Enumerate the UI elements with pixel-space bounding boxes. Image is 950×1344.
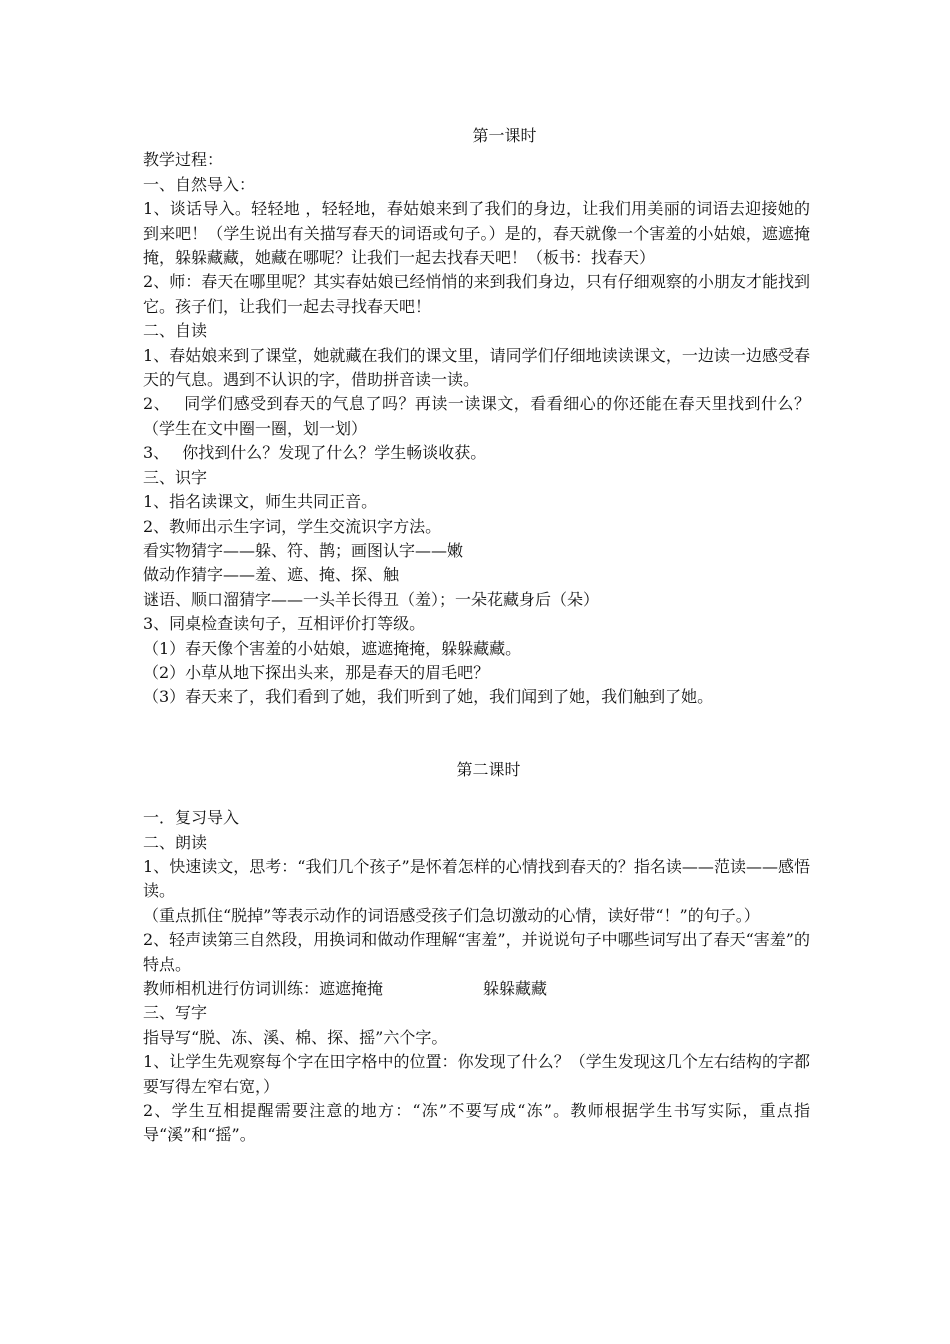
lesson2-title: 第二课时 [456,759,521,779]
spacer [143,710,810,758]
paragraph: 教学过程： [143,150,224,170]
sentence-item: （2）小草从地下探出头来，那是春天的眉毛吧？ [143,662,490,682]
paragraph: 2、 同学们感受到春天的气息了吗？再读一读课文，看看细心的你还能在春天里找到什么？（学生在文中圈一圈，划一划） [143,394,810,438]
paragraph: 3、 你找到什么？发现了什么？学生畅谈收获。 [143,443,487,463]
paragraph: 2、师：春天在哪里呢？其实春姑娘已经悄悄的来到我们身边，只有仔细观察的小朋友才能找到它。孩子们，让我们一起去寻找春天吧！ [143,272,810,316]
paragraph: 指导写“脱、冻、溪、棉、探、摇”六个字。 [143,1027,448,1047]
paragraph: 1、谈话导入。轻轻地 ，轻轻地，春姑娘来到了我们的身边，让我们用美丽的词语去迎接她的到来吧！（学生说出有关描写春天的词语或句子。）是的，春天就像一个害羞的小姑娘，遮遮掩掩，躲躲藏藏，她藏在哪呢？让我们一起去找春天吧！（板书：找春天） [143,199,810,268]
sentence-item: （1）春天像个害羞的小姑娘，遮遮掩掩，躲躲藏藏。 [143,638,522,658]
paragraph: 做动作猜字——羞、遮、掩、探、触 [143,565,400,585]
section-heading: 一．复习导入 [143,808,240,828]
spacer [143,782,810,806]
paragraph: 2、教师出示生字词，学生交流识字方法。 [143,516,442,536]
section-heading: 三、识字 [143,467,208,487]
practice-line [143,977,810,1001]
paragraph: 1、春姑娘来到了课堂，她就藏在我们的课文里，请同学们仔细地读读课文，一边读一边感受春天的气息。遇到不认识的字，借助拼音读一读。 [143,345,810,390]
practice-word: 躲躲藏藏 [483,979,548,998]
paragraph: 1、让学生先观察每个字在田字格中的位置：你发现了什么？（学生发现这几个左右结构的字都要写得左窄右宽，） [143,1052,810,1096]
paragraph: 谜语、顺口溜猜字——一头羊长得丑（羞）；一朵花藏身后（朵） [143,589,600,609]
paragraph: 1、快速读文，思考：“我们几个孩子”是怀着怎样的心情找到春天的？指名读——范读——感悟读。 [143,856,810,901]
paragraph: 3、同桌检查读句子，互相评价打等级。 [143,614,426,634]
practice-label: 教师相机进行仿词训练：遮遮掩掩 [143,979,384,998]
section-heading: 二、朗读 [143,832,208,852]
section-heading: 一、自然导入： [143,174,256,194]
paragraph: （重点抓住“脱掉”等表示动作的词语感受孩子们急切激动的心情，读好带“！”的句子。） [143,905,760,925]
lesson1-title: 第一课时 [472,126,537,145]
section-heading: 二、自读 [143,321,208,341]
section-heading: 三、写字 [143,1003,208,1023]
paragraph: 2、轻声读第三自然段，用换词和做动作理解“害羞”，并说说句子中哪些词写出了春天“害羞”的特点。 [143,930,810,974]
sentence-item: （3）春天来了，我们看到了她，我们听到了她，我们闻到了她，我们触到了她。 [143,687,714,707]
document-body [143,124,810,1148]
paragraph: 2、学生互相提醒需要注意的地方：“冻”不要写成“冻”。教师根据学生书写实际，重点指导“溪”和“摇”。 [143,1101,810,1145]
paragraph: 1、指名读课文，师生共同正音。 [143,492,378,512]
paragraph: 看实物猜字——躲、符、鹊；画图认字——嫩 [143,540,464,560]
